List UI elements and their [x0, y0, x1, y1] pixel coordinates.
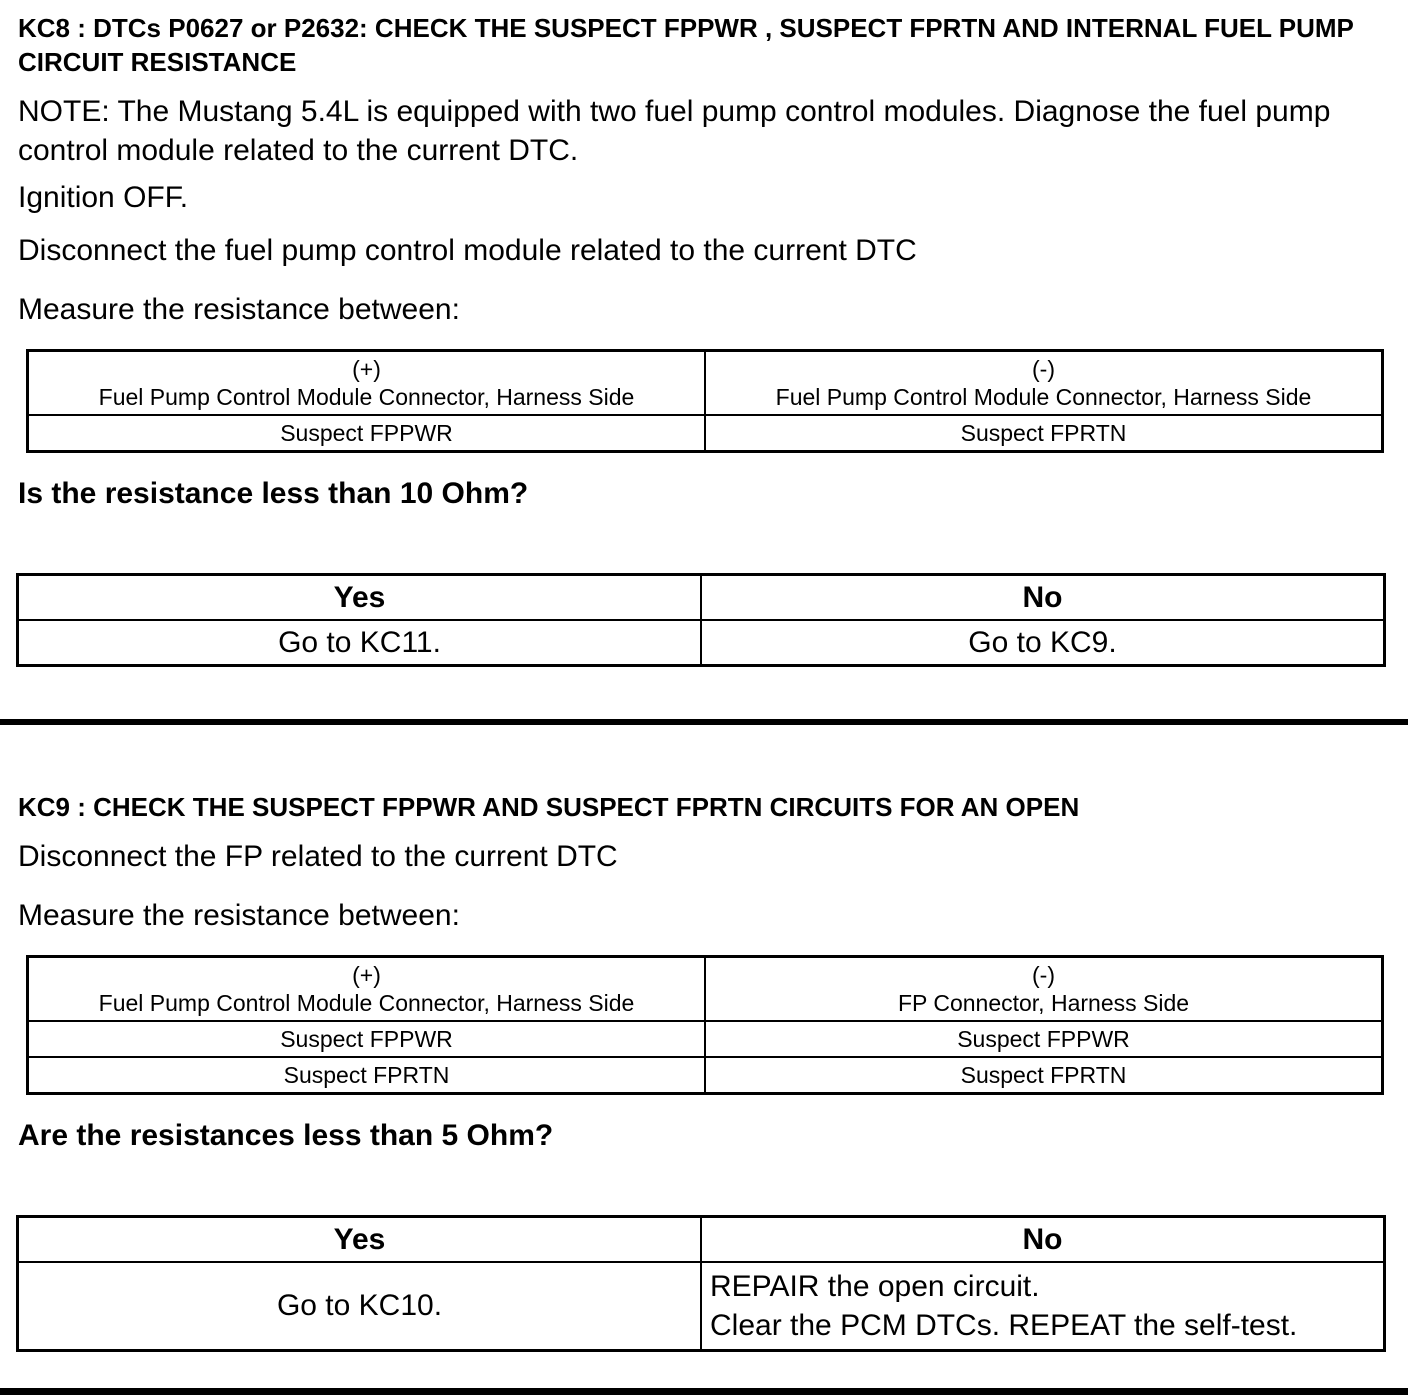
table-header-cell-positive [28, 350, 706, 415]
table-cell: Suspect FPRTN [705, 1057, 1383, 1094]
kc8-step-disconnect: Disconnect the fuel pump control module related to the current DTC [18, 233, 917, 267]
kc8-step-ignition: Ignition OFF. [18, 180, 189, 214]
kc9-step-measure: Measure the resistance between: [18, 898, 460, 932]
polarity-label: (-) [1032, 961, 1055, 988]
no-cell: Go to KC9. [701, 620, 1385, 666]
table-row [28, 1021, 1383, 1057]
kc8-question: Is the resistance less than 10 Ohm? [18, 476, 529, 510]
table-header-cell-negative [705, 956, 1383, 1021]
table-header-row [18, 1216, 1385, 1262]
yes-cell: Go to KC11. [18, 620, 702, 666]
no-cell-line: Clear the PCM DTCs. REPEAT the self-test. [710, 1308, 1298, 1342]
no-header-cell: No [701, 1216, 1385, 1262]
polarity-label: (+) [352, 355, 381, 382]
table-row [28, 415, 1383, 452]
kc9-decision-table [16, 1215, 1386, 1352]
table-cell: Suspect FPPWR [28, 1021, 706, 1057]
yes-header-cell: Yes [18, 574, 702, 620]
table-cell: Suspect FPPWR [705, 1021, 1383, 1057]
kc9-step-disconnect: Disconnect the FP related to the current DTC [18, 839, 618, 873]
kc9-section [16, 791, 1394, 1352]
kc8-heading: KC8 : DTCs P0627 or P2632: CHECK THE SUSPECT FPPWR , SUSPECT FPRTN AND INTERNAL FUEL PUMP CIRCUIT RESISTANCE [18, 13, 1354, 77]
table-header-row [18, 574, 1385, 620]
table-row [18, 620, 1385, 666]
no-cell [701, 1262, 1385, 1351]
polarity-label: (+) [352, 961, 381, 988]
kc9-question: Are the resistances less than 5 Ohm? [18, 1118, 554, 1152]
kc9-heading: KC9 : CHECK THE SUSPECT FPPWR AND SUSPECT FPRTN CIRCUITS FOR AN OPEN [18, 791, 1080, 822]
kc8-step-measure: Measure the resistance between: [18, 292, 460, 326]
connector-label: Fuel Pump Control Module Connector, Harness Side [775, 383, 1312, 410]
connector-label: Fuel Pump Control Module Connector, Harness Side [98, 989, 635, 1016]
table-row [28, 1057, 1383, 1094]
connector-label: FP Connector, Harness Side [897, 989, 1190, 1016]
table-row [18, 1262, 1385, 1351]
section-divider [0, 719, 1408, 725]
connector-label: Fuel Pump Control Module Connector, Harness Side [98, 383, 635, 410]
table-header-cell-positive [28, 956, 706, 1021]
polarity-label: (-) [1032, 355, 1055, 382]
no-header-cell: No [701, 574, 1385, 620]
table-header-cell-negative [705, 350, 1383, 415]
no-cell-line: REPAIR the open circuit. [710, 1269, 1040, 1303]
kc8-note-paragraph: NOTE: The Mustang 5.4L is equipped with two fuel pump control modules. Diagnose the fuel pump control module related to the current DTC. [18, 94, 1331, 167]
table-cell: Suspect FPPWR [28, 415, 706, 452]
page-bottom-divider [0, 1388, 1408, 1395]
table-header-row [28, 956, 1383, 1021]
table-cell: Suspect FPRTN [705, 415, 1383, 452]
table-header-row [28, 350, 1383, 415]
kc8-decision-table [16, 573, 1386, 667]
kc8-measure-table [26, 349, 1384, 453]
yes-header-cell: Yes [18, 1216, 702, 1262]
table-cell: Suspect FPRTN [28, 1057, 706, 1094]
kc9-measure-table [26, 955, 1384, 1095]
kc8-section [16, 12, 1394, 667]
yes-cell: Go to KC10. [18, 1262, 702, 1351]
